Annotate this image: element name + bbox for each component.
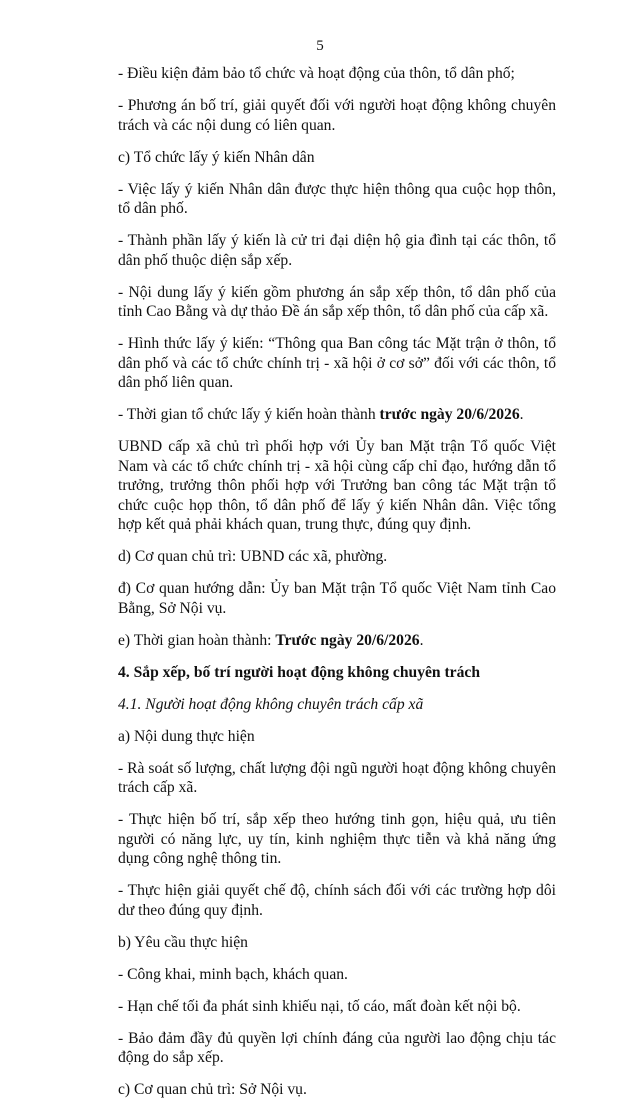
paragraph: - Hạn chế tối đa phát sinh khiếu nại, tố cáo, mất đoàn kết nội bộ.	[118, 997, 521, 1015]
paragraph: đ) Cơ quan hướng dẫn: Ủy ban Mặt trận Tổ quốc Việt Nam tỉnh Cao Bằng, Sở Nội vụ.	[118, 580, 556, 617]
paragraph: a) Nội dung thực hiện	[118, 727, 255, 745]
paragraph: d) Cơ quan chủ trì: UBND các xã, phường.	[118, 548, 388, 565]
paragraph: - Rà soát số lượng, chất lượng đội ngũ người hoạt động không chuyên trách cấp xã.	[118, 759, 556, 796]
paragraph: b) Yêu cầu thực hiện	[118, 933, 248, 951]
page-number: 5	[316, 38, 324, 54]
document-body	[118, 64, 556, 1112]
paragraph: - Điều kiện đảm bảo tổ chức và hoạt động của thôn, tổ dân phố;	[118, 65, 515, 82]
paragraph: e) Thời gian hoàn thành: Trước ngày 20/6/2026.	[118, 631, 424, 649]
paragraph: - Phương án bố trí, giải quyết đối với người hoạt động không chuyên trách và các nội dung có liên quan.	[118, 97, 556, 134]
paragraph: c) Cơ quan chủ trì: Sở Nội vụ.	[118, 1081, 307, 1098]
paragraph: c) Tổ chức lấy ý kiến Nhân dân	[118, 148, 315, 166]
subsection-heading: 4.1. Người hoạt động không chuyên trách cấp xã	[118, 695, 424, 713]
paragraph: - Thành phần lấy ý kiến là cử tri đại diện hộ gia đình tại các thôn, tổ dân phố thuộc diện sắp xếp.	[118, 232, 556, 269]
paragraph: UBND cấp xã chủ trì phối hợp với Ủy ban Mặt trận Tổ quốc Việt Nam và các tổ chức chính trị - xã hội cùng cấp chỉ đạo, hướng dẫn tổ trưởng, trưởng thôn phối hợp với Trưởng ban công tác Mặt trận tổ chức cuộc họp thôn, tổ dân phố để lấy ý kiến Nhân dân. Việc tổng hợp kết quả phải khách quan, trung thực, đúng quy định.	[118, 438, 556, 533]
deadline-bold: Trước ngày 20/6/2026	[275, 631, 420, 649]
paragraph: - Việc lấy ý kiến Nhân dân được thực hiện thông qua cuộc họp thôn, tổ dân phố.	[118, 180, 556, 217]
deadline-bold: trước ngày 20/6/2026	[379, 406, 520, 423]
section-heading: 4. Sắp xếp, bố trí người hoạt động không chuyên trách	[118, 663, 480, 681]
paragraph: - Thực hiện giải quyết chế độ, chính sách đối với các trường hợp dôi dư theo đúng quy định.	[118, 882, 556, 919]
paragraph: - Hình thức lấy ý kiến: “Thông qua Ban công tác Mặt trận ở thôn, tổ dân phố và các tổ chức chính trị - xã hội ở cơ sở” đối với các thôn, tổ dân phố liên quan.	[118, 335, 556, 391]
paragraph: - Thời gian tổ chức lấy ý kiến hoàn thành trước ngày 20/6/2026.	[118, 406, 524, 423]
paragraph: - Bảo đảm đầy đủ quyền lợi chính đáng của người lao động chịu tác động do sắp xếp.	[118, 1029, 556, 1066]
paragraph: - Nội dung lấy ý kiến gồm phương án sắp xếp thôn, tổ dân phố của tỉnh Cao Bằng và dự thảo Đề án sắp xếp thôn, tổ dân phố của cấp xã.	[118, 283, 556, 320]
paragraph: - Công khai, minh bạch, khách quan.	[118, 965, 348, 983]
paragraph: - Thực hiện bố trí, sắp xếp theo hướng tinh gọn, hiệu quả, ưu tiên người có năng lực, uy tín, kinh nghiệm thực tiễn và khả năng ứng dụng công nghệ thông tin.	[118, 811, 556, 867]
